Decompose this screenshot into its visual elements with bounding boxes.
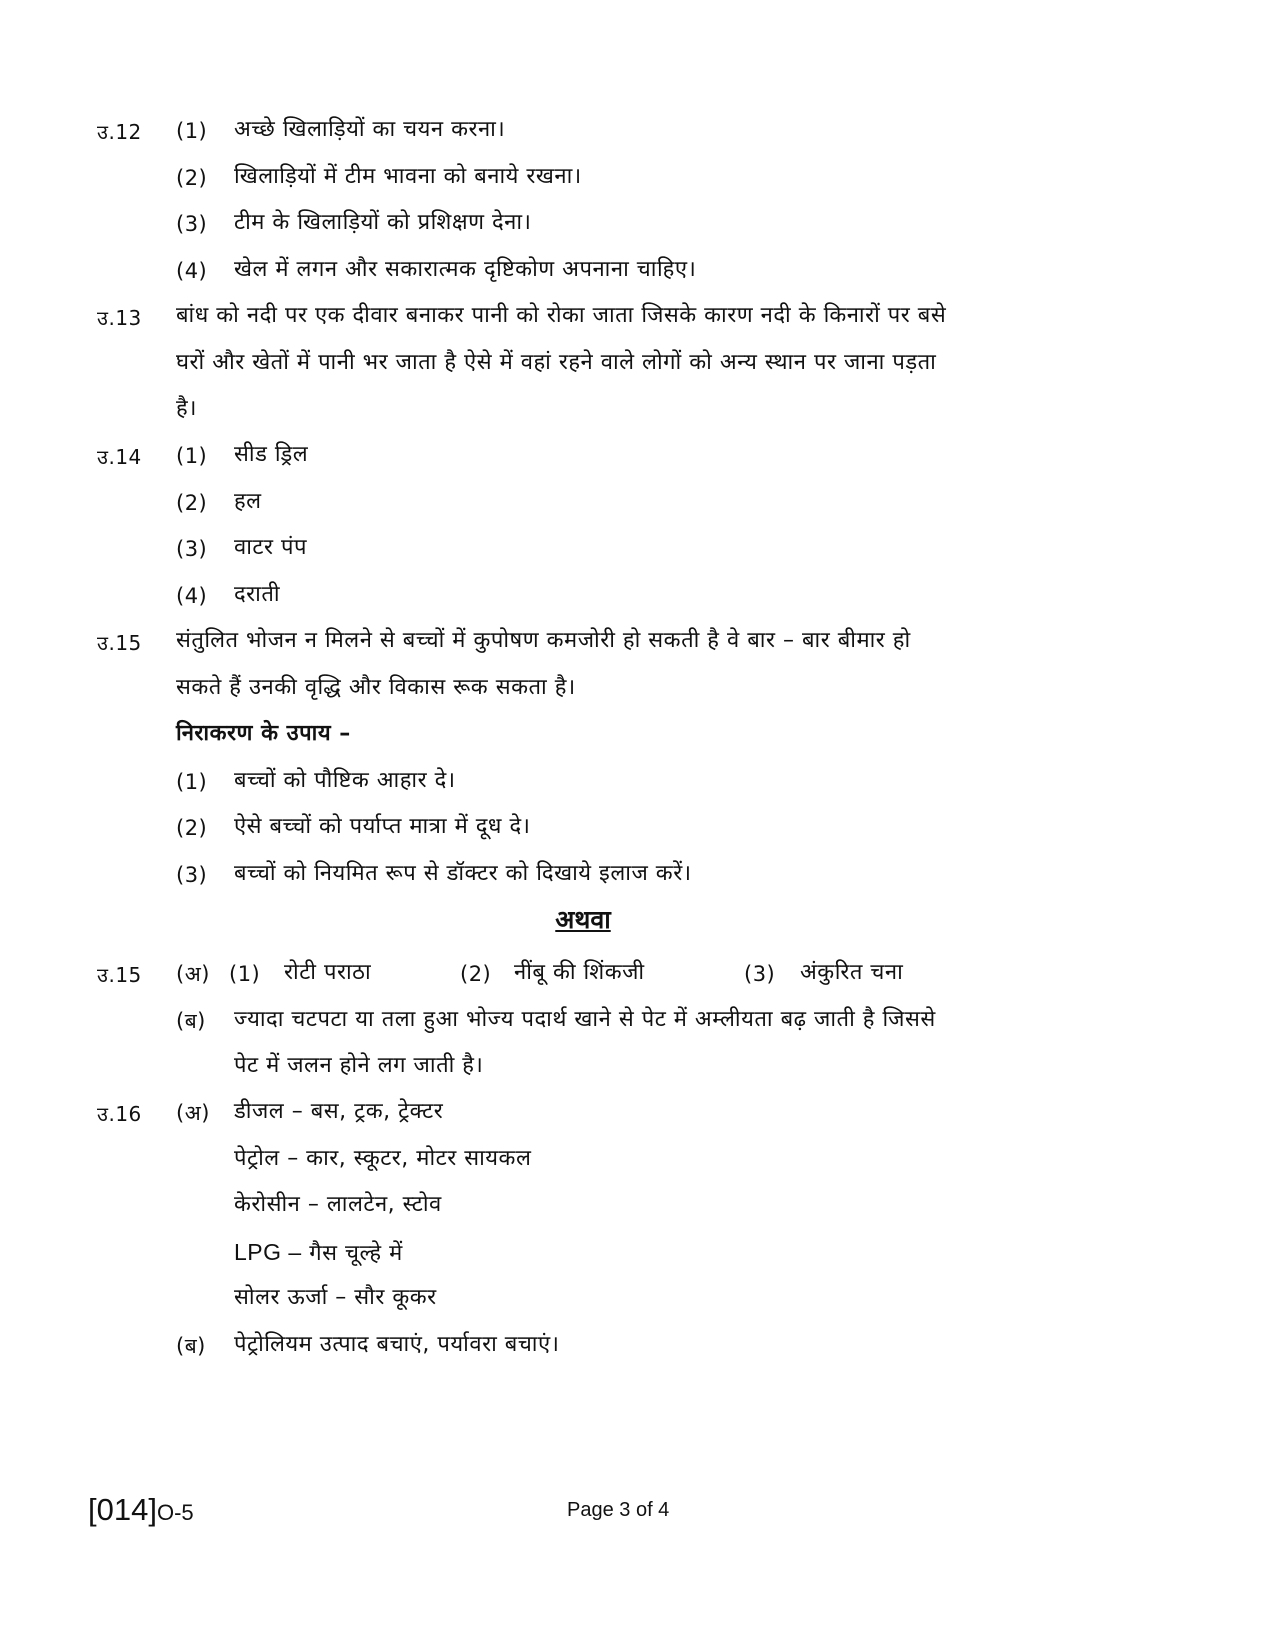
- answer-text: पेट में जलन होने लग जाती है।: [234, 1053, 484, 1078]
- answer-text: [234, 1238, 403, 1268]
- sub-marker: (अ): [176, 1101, 210, 1125]
- item-number: (3): [744, 962, 776, 986]
- answer-text: केरोसीन – लालटेन, स्टोव: [234, 1192, 442, 1217]
- item-number: (2): [176, 166, 208, 190]
- item-number: (2): [460, 962, 492, 986]
- answer-text: अंकुरित चना: [800, 960, 904, 985]
- or-heading: अथवा: [555, 905, 611, 934]
- answer-text: बच्चों को पौष्टिक आहार दे।: [234, 768, 456, 793]
- answer-text: अच्छे खिलाड़ियों का चयन करना।: [234, 117, 506, 142]
- remedy-heading: निराकरण के उपाय –: [176, 721, 351, 746]
- paper-code: [88, 1492, 194, 1528]
- answer-text: बांध को नदी पर एक दीवार बनाकर पानी को रोका जाता जिसके कारण नदी के किनारों पर बसे: [176, 303, 947, 328]
- answer-text: हल: [234, 489, 262, 514]
- answer-text: खेल में लगन और सकारात्मक दृष्टिकोण अपनाना चाहिए।: [234, 257, 697, 282]
- answer-text: खिलाड़ियों में टीम भावना को बनाये रखना।: [234, 164, 582, 189]
- lpg-label: LPG –: [234, 1239, 302, 1265]
- answer-text: घरों और खेतों में पानी भर जाता है ऐसे में वहां रहने वाले लोगों को अन्य स्थान पर जाना पड़ता: [176, 350, 937, 375]
- answer-text: ऐसे बच्चों को पर्याप्त मात्रा में दूध दे।: [234, 814, 531, 839]
- item-number: (2): [176, 816, 208, 840]
- sub-marker: (ब): [176, 1009, 206, 1033]
- item-number: (3): [176, 212, 208, 236]
- sub-marker: (ब): [176, 1334, 206, 1358]
- page-number: Page 3 of 4: [567, 1499, 670, 1521]
- question-label: उ.16: [97, 1102, 142, 1126]
- question-label: उ.13: [97, 306, 142, 330]
- item-number: (1): [229, 962, 261, 986]
- item-number: (3): [176, 537, 208, 561]
- answer-text: सीड ड्रिल: [234, 442, 309, 467]
- item-number: (1): [176, 770, 208, 794]
- item-number: (2): [176, 491, 208, 515]
- item-number: (4): [176, 584, 208, 608]
- item-number: (3): [176, 863, 208, 887]
- answer-text: ज्यादा चटपटा या तला हुआ भोज्य पदार्थ खाने से पेट में अम्लीयता बढ़ जाती है जिससे: [234, 1007, 936, 1032]
- answer-text: वाटर पंप: [234, 535, 308, 560]
- answer-text: पेट्रोल – कार, स्कूटर, मोटर सायकल: [234, 1146, 532, 1171]
- sub-marker: (अ): [176, 962, 210, 986]
- paper-code-main: [014]: [88, 1492, 157, 1527]
- answer-text: डीजल – बस, ट्रक, ट्रेक्टर: [234, 1099, 444, 1124]
- answer-text: सकते हैं उनकी वृद्धि और विकास रूक सकता है।: [176, 675, 576, 700]
- answer-text: है।: [176, 396, 198, 421]
- item-number: (1): [176, 119, 208, 143]
- paper-code-suffix: O-5: [156, 1500, 194, 1525]
- item-number: (1): [176, 444, 208, 468]
- answer-text: रोटी पराठा: [284, 960, 372, 985]
- answer-text: नींबू की शिंकजी: [514, 960, 645, 985]
- question-label: उ.15: [97, 963, 142, 987]
- question-label: उ.14: [97, 445, 142, 469]
- answer-text: संतुलित भोजन न मिलने से बच्चों में कुपोषण कमजोरी हो सकती है वे बार – बार बीमार हो: [176, 628, 911, 653]
- question-label: उ.12: [97, 120, 142, 144]
- item-number: (4): [176, 259, 208, 283]
- answer-text: बच्चों को नियमित रूप से डॉक्टर को दिखाये इलाज करें।: [234, 861, 692, 886]
- answer-text: सोलर ऊर्जा – सौर कूकर: [234, 1285, 437, 1310]
- question-label: उ.15: [97, 631, 142, 655]
- answer-text: दराती: [234, 582, 281, 607]
- answer-text: टीम के खिलाड़ियों को प्रशिक्षण देना।: [234, 210, 532, 235]
- answer-text: पेट्रोलियम उत्पाद बचाएं, पर्यावरा बचाएं।: [234, 1332, 560, 1357]
- lpg-text: गैस चूल्हे में: [309, 1241, 403, 1266]
